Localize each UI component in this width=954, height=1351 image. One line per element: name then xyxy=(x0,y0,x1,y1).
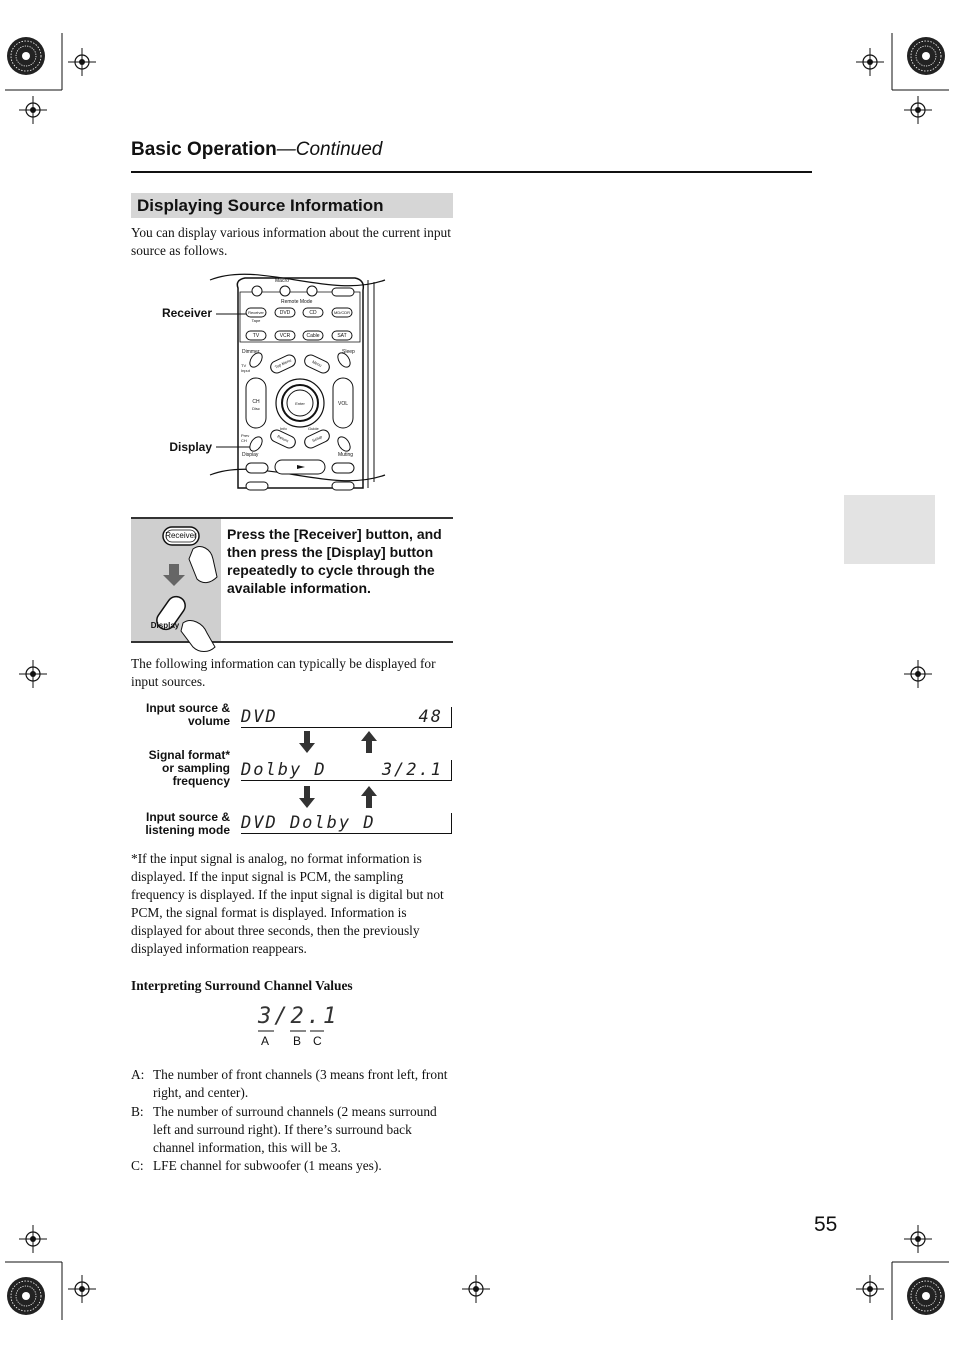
label-macro: Macro xyxy=(275,278,289,284)
label-top-menu: Top Menu xyxy=(273,357,293,370)
side-tab xyxy=(844,495,935,564)
remote-illustration xyxy=(150,270,390,500)
interp-heading: Interpreting Surround Channel Values xyxy=(131,978,353,993)
interp-letter-c: C xyxy=(313,1034,322,1048)
page-number: 55 xyxy=(814,1213,838,1236)
definition-text-a: The number of front channels (3 means front left, front right, and center). xyxy=(153,1067,448,1100)
label-display-small: Display xyxy=(242,452,259,458)
label-vol: VOL xyxy=(337,401,348,407)
label-guide: Guide xyxy=(308,426,319,431)
label-info: Info xyxy=(280,426,287,431)
label-return: Return xyxy=(276,433,290,444)
cycle-arrows-2 xyxy=(296,786,386,810)
instruction-illustration xyxy=(131,519,221,641)
label-receiver-small: Receiver xyxy=(248,310,264,315)
display-label-2: Signal format* or sampling frequency xyxy=(148,748,230,788)
label-cable: Cable xyxy=(306,333,320,339)
label-remote-mode: Remote Mode xyxy=(281,299,313,305)
label-enter: Enter xyxy=(295,401,305,406)
label-dvd: DVD xyxy=(279,310,291,316)
label-disc: Disc xyxy=(252,406,260,411)
callout-receiver: Receiver xyxy=(161,306,212,320)
label-muting: Muting xyxy=(338,452,354,458)
label-cd: CD xyxy=(309,310,317,316)
header-subtitle: —Continued xyxy=(276,139,383,160)
lcd-display-1: DVD 48 xyxy=(241,707,452,728)
label-sat: SAT xyxy=(337,333,347,339)
label-setup: Setup xyxy=(311,434,323,443)
definition-key-a: A: xyxy=(131,1067,145,1082)
finger-press-icon xyxy=(131,519,231,659)
label-mdcdr: MD/CDR xyxy=(334,310,350,315)
instruction-box xyxy=(131,517,453,643)
display-label-3: Input source & listening mode xyxy=(145,810,230,837)
label-tv: TV xyxy=(252,333,260,339)
section-title: Displaying Source Information xyxy=(131,193,453,218)
cycle-arrows-1 xyxy=(296,731,386,755)
label-tape: Tape xyxy=(251,318,261,323)
definition-key-b: B: xyxy=(131,1104,144,1119)
intro-paragraph: You can display various information about the current input source as follows. xyxy=(131,225,451,258)
callout-display: Display xyxy=(169,440,212,454)
label-tv-input: TV Input xyxy=(241,363,250,373)
interp-letter-b: B xyxy=(293,1034,302,1048)
following-paragraph: The following information can typically be displayed for input sources. xyxy=(131,656,436,689)
display-button-label: Display xyxy=(150,621,180,630)
label-sleep: Sleep xyxy=(342,349,355,355)
interp-letter-a: A xyxy=(261,1034,270,1048)
receiver-button-label: Receiver xyxy=(165,531,197,540)
label-ch: CH xyxy=(252,399,260,405)
label-prev-ch: Prev CH xyxy=(241,433,250,443)
definition-key-c: C: xyxy=(131,1158,144,1173)
lcd-display-3: DVD Dolby D xyxy=(241,813,452,834)
lcd-display-2: Dolby D 3/2.1 xyxy=(241,760,452,781)
label-vcr: VCR xyxy=(279,333,291,339)
display-label-1: Input source & volume xyxy=(145,701,230,728)
instruction-text: Press the [Receiver] button, and then press the [Display] button repeatedly to cycle through the available information. xyxy=(227,526,442,596)
label-dimmer: Dimmer xyxy=(242,349,260,355)
header-title: Basic Operation xyxy=(131,139,277,160)
definition-text-c: LFE channel for subwoofer (1 means yes). xyxy=(153,1158,382,1173)
label-menu: Menu xyxy=(311,359,323,368)
definition-text-b: The number of surround channels (2 means surround left and surround right). If there’s surround back channel information, this will be 3. xyxy=(153,1104,437,1155)
page-header xyxy=(131,139,812,173)
remote-body xyxy=(150,270,390,500)
footnote-paragraph: *If the input signal is analog, no format information is displayed. If the input signal is PCM, the sampling frequency is displayed. If the input signal is digital but not PCM, the signal format is displayed. Information is displayed for about three seconds, then the previously displayed information reappears. xyxy=(131,851,444,956)
interp-sample: 3/2.1 xyxy=(258,1004,340,1029)
